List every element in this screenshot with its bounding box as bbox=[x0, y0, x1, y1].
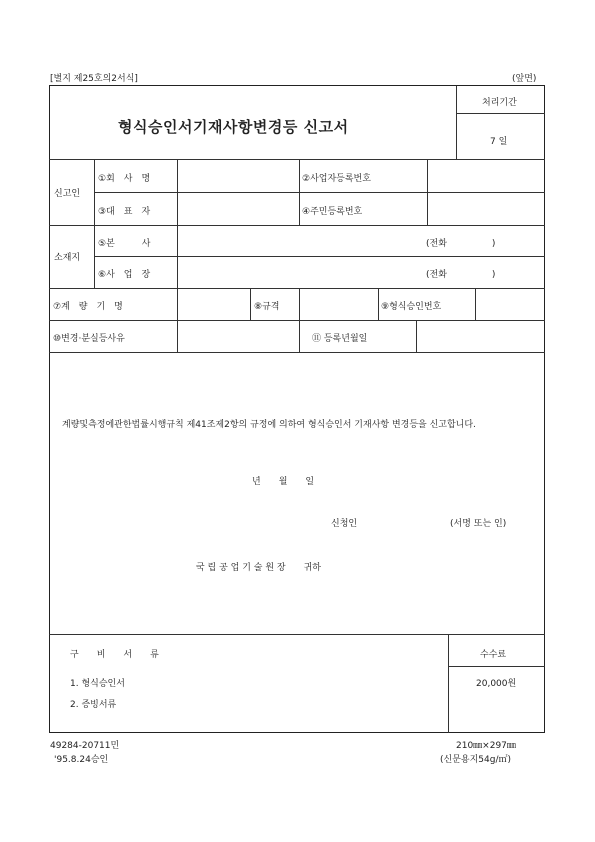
registration-date-label: ⑪ 등록년월일 bbox=[312, 334, 368, 344]
attachment-item: 1. 형식승인서 bbox=[70, 679, 125, 689]
form-reference: [별지 제25호의2서식] bbox=[50, 74, 138, 84]
addressee: 국 립 공 업 기 술 원 장 귀하 bbox=[196, 563, 321, 573]
page-side-label: (앞면) bbox=[512, 74, 537, 84]
business-reg-no-label: ②사업자등록번호 bbox=[302, 174, 371, 184]
form-title: 형식승인서기재사항변경등 신고서 bbox=[118, 118, 349, 136]
head-office-phone: (전화 ) bbox=[426, 239, 496, 249]
applicant-label: 신청인 bbox=[331, 519, 358, 529]
attachments-header: 구 비 서 류 bbox=[70, 650, 159, 660]
statement-body: 계량및측정에관한법률시행규칙 제41조제2항의 규정에 의하여 형식승인서 기재사항 변경등을 신고합니다. bbox=[62, 420, 476, 430]
instrument-name-label: ⑦계 량 기 명 bbox=[53, 302, 123, 312]
processing-period-value: 7 일 bbox=[490, 137, 508, 147]
spec-label: ⑧규격 bbox=[254, 302, 280, 312]
location-group-label: 소재지 bbox=[54, 253, 81, 263]
change-reason-label: ⑩변경·분실등사유 bbox=[53, 334, 125, 344]
reporter-group-label: 신고인 bbox=[54, 189, 81, 199]
attachment-item: 2. 증빙서류 bbox=[70, 700, 117, 710]
date-line: 년 월 일 bbox=[252, 477, 315, 487]
paper-size: 210㎜×297㎜ bbox=[456, 741, 516, 751]
resident-reg-no-label: ④주민등록번호 bbox=[302, 207, 363, 217]
signature-label: (서명 또는 인) bbox=[450, 519, 507, 529]
form-code: 49284-20711민 bbox=[50, 741, 120, 751]
approval-number-label: ⑨형식승인번호 bbox=[381, 302, 442, 312]
approval-date: '95.8.24승인 bbox=[54, 755, 109, 765]
fee-value: 20,000원 bbox=[476, 679, 517, 689]
business-site-label: ⑥사 업 장 bbox=[98, 270, 151, 280]
paper-type: (신문용지54g/㎡) bbox=[440, 755, 511, 765]
business-site-phone: (전화 ) bbox=[426, 270, 496, 280]
head-office-label: ⑤본 사 bbox=[98, 239, 151, 249]
processing-period-label: 처리기간 bbox=[482, 98, 517, 108]
fee-header: 수수료 bbox=[480, 650, 507, 660]
company-name-label: ①회 사 명 bbox=[98, 174, 151, 184]
representative-label: ③대 표 자 bbox=[98, 207, 151, 217]
